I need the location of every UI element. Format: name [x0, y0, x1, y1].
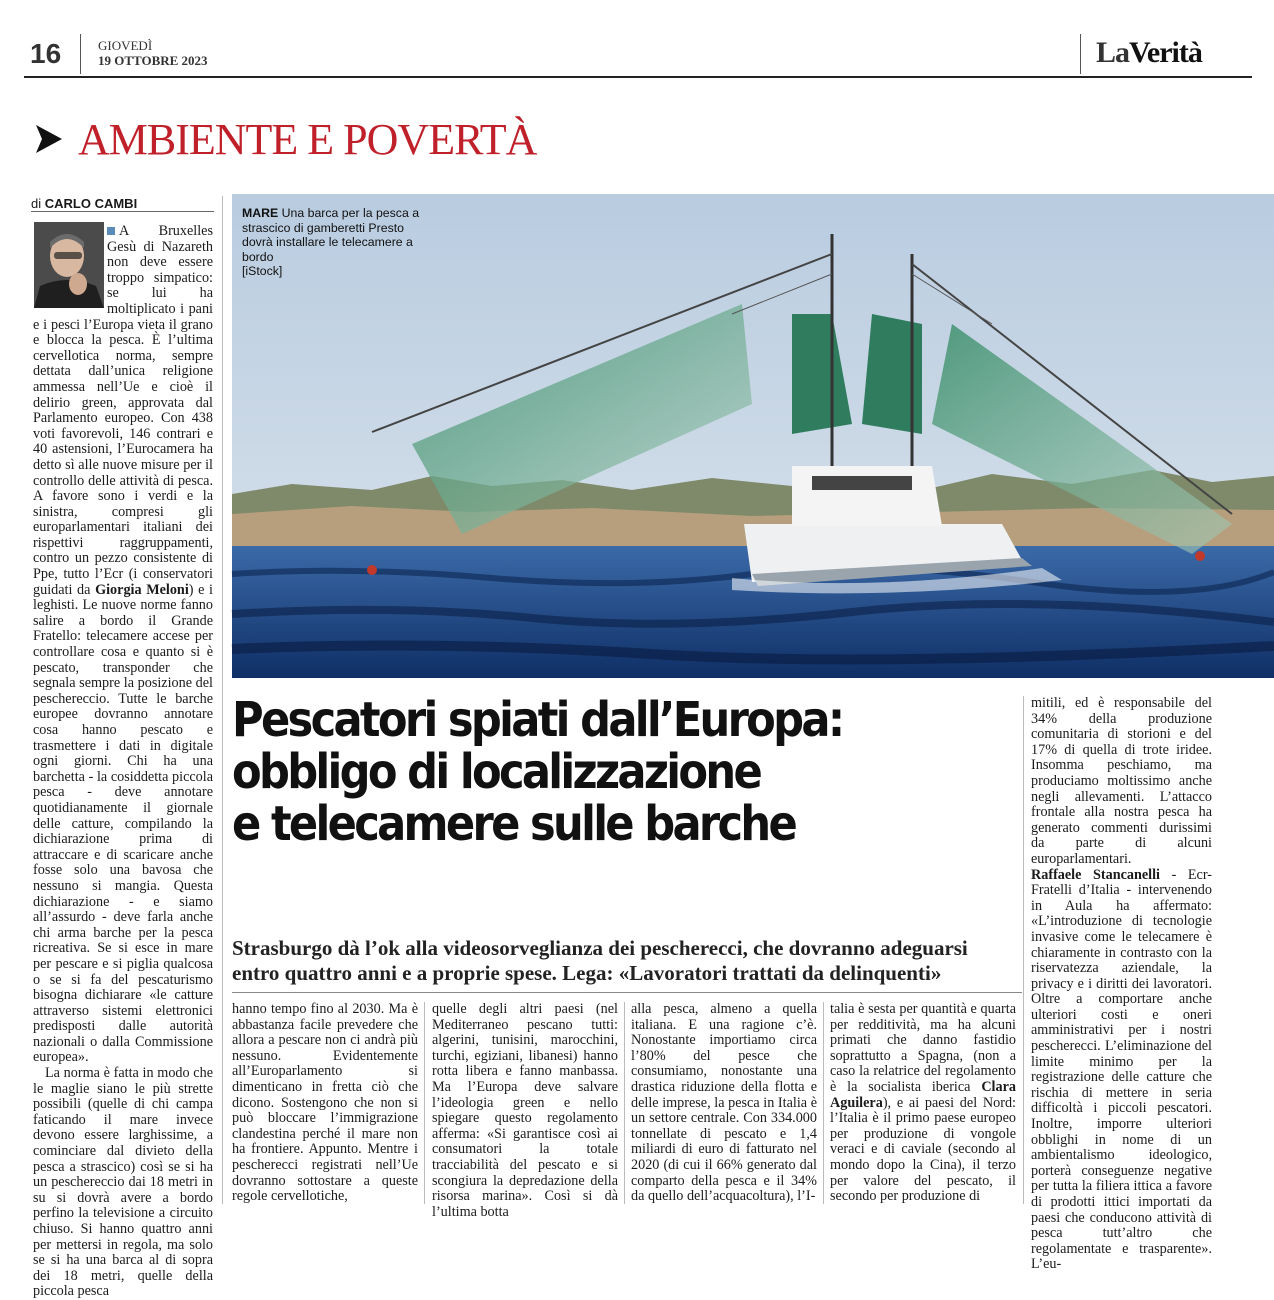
- column-gutter: [424, 1002, 425, 1204]
- headline: [232, 694, 952, 850]
- issue-date: [98, 38, 208, 68]
- logo-name: Verità: [1129, 36, 1202, 69]
- brand-divider: [1080, 34, 1081, 74]
- paragraph: mitili, ed è responsabile del 34% della produzione comunitaria di storioni e del 17% di quella di trote iridee. Insomma peschiamo, ma produciamo moltissimo anche negli allevamenti. L’attacco frontale alla nostra pesca ha generato commenti durissimi da parte di alcuni europarlamentari.: [1031, 695, 1212, 867]
- headline-line-1: Pescatori spiati dall’Europa:: [232, 692, 843, 748]
- column-gutter: [823, 1002, 824, 1204]
- photo-caption: [242, 206, 420, 279]
- logo-prefix: La: [1096, 36, 1130, 69]
- paragraph: [830, 1002, 1016, 1205]
- paragraph: alla pesca, almeno a quella italiana. E una ragione c’è. Nonostante importiamo circa l’80% del pesce che consumiamo, nonostante una drastica riduzione della flotta e delle imprese, la pesca in Italia è un settore centrale. Con 334.000 tonnellate di pescato e 1,4 miliardi di euro di fatturato nel 2020 (di cui il 66% generato dal comparto della pesca e il 34% da quello dell’acquacoltura), l’I-: [631, 1001, 817, 1205]
- paragraph: [1031, 868, 1212, 1273]
- lead-text-a: A Bruxelles Gesù di Nazareth non deve essere troppo simpatico: se lui ha moltiplicato i pani e i pesci l’Europa vieta il grano e blocca la pesca. È l’ultima cervellotica norma, sempre dettata dall’unica religione ammessa nell’Ue e cioè il delirio green, approvata dal Parlamento europeo. Con 438 voti favorevoli, 146 contrari e 40 astensioni, l’Eurocamera ha detto sì alle nuove misure per il controllo delle attività di pesca. A favore sono i verdi e la sinistra, compresi gli europarlamentari italiani dei rispettivi raggruppamenti, contro un pezzo consistente di Ppe, tutto l’Ecr (i conservatori guidati da: [33, 223, 213, 598]
- paragraph: [33, 224, 213, 1066]
- newspaper-logo: [1096, 36, 1202, 70]
- section-title: AMBIENTE E POVERTÀ: [78, 114, 537, 164]
- byline-prefix: di: [31, 196, 42, 211]
- issue-day: GIOVEDÌ: [98, 38, 153, 53]
- page-number: 16: [30, 38, 62, 69]
- byline-rule: [31, 211, 214, 212]
- header-rule: [24, 76, 1252, 78]
- issue-full-date: 19 OTTOBRE 2023: [98, 53, 208, 68]
- headline-line-2: obbligo di localizzazione: [232, 744, 761, 800]
- photo-credit: [iStock]: [242, 264, 283, 278]
- article-column-1: [33, 223, 213, 1300]
- article-column-4: [631, 1002, 817, 1204]
- article-column-5: [830, 1002, 1016, 1204]
- headline-line-3: e telecamere sulle barche: [232, 796, 796, 852]
- person-name: Giorgia Meloni: [95, 581, 189, 598]
- column-gutter: [222, 196, 223, 1204]
- paragraph: hanno tempo fino al 2030. Ma è abbastanza facile prevedere che allora a pescare non ci andrà più nessuno. Evidentemente all’Europarlamento si dimenticano in fretta ciò che dicono. Sostengono che non si può bloccare l’immigrazione clandestina perché il mare non ha frontiere. Appunto. Mentre i pescherecci registrati nell’Ue dovranno sottostare a queste regole cervellotiche,: [232, 1001, 418, 1205]
- text-span: talia è sesta per quantità e quarta per redditività, ma ha alcuni primati che danno fastidio soprattutto a Spagna, (non a caso la relatrice del regolamento è la socialista iberica: [830, 1001, 1016, 1095]
- caption-text: Una barca per la pesca a strascico di gamberetti Presto dovrà installare le telecamere a bordo: [242, 206, 420, 264]
- section-heading: [34, 114, 536, 164]
- person-name: Clara Aguilera: [830, 1078, 1016, 1111]
- section-arrow-icon: [34, 123, 64, 155]
- text-span: ), e ai paesi del Nord: l’Italia è il primo paese europeo per produzione di vongole veraci e di caviale (secondo al mondo dopo la Cina), il terzo per valore del pescato, il secondo per produzione di: [830, 1094, 1016, 1205]
- portrait-wrap-space: [33, 224, 107, 308]
- text-span: - Ecr-Fratelli d’Italia - intervenendo in Aula ha affermato: «L’introduzione di tecnologie invasive come le telecamere è chiaramente in contrasto con la riservatezza aziendale, la privacy e i diritti dei lavoratori. Oltre a comportare anche ulteriori costi e oneri amministrativi per i nostri pescherecci. L’eliminazione del limite minimo per la registrazione delle catture che rischia di mettere in seria difficoltà i piccoli pescatori. Inoltre, imporre ulteriori obblighi in nome di un ambientalismo ideologico, porterà conseguenze negative per tutta la filiera ittica a favore di prodotti ittici importati da paesi che conducono attività di pesca tutt’altro che regolamentate e trasparente». L’eu-: [1031, 866, 1213, 1273]
- person-name: Raffaele Stancanelli: [1031, 866, 1160, 883]
- article-column-2: [232, 1002, 418, 1204]
- subhead-rule: [232, 992, 1022, 993]
- article-column-6: [1031, 695, 1213, 1273]
- caption-label: MARE: [242, 206, 279, 220]
- lead-text-b: ) e i leghisti. Le nuove norme fanno salire a bordo il Grande Fratello: telecamere accese per controllare cosa e quanto si è pescato, transponder che segnala sempre la posizione del peschereccio. Tutte le barche europee dovranno annotare cosa hanno pescato e trasmettere i dati in digitale ogni giorni. Chi ha una barchetta - la cosiddetta piccola pesca - deve annotare quotidianamente il giornale delle catture, compilando la dichiarazione prima di attraccare e di scaricare anche fosse solo una bavosa che nessuno si mangia. Questa dichiarazione - e siamo all’assurdo - deve farla anche chi arma barche per la pesca ricreativa. Se si esce in mare per pescare e si piglia qualcosa o se si fa del pescaturismo bisogna dichiarare «le catture attraverso sistemi elettronici predisposti dalle autorità nazionali o dalla Commissione europea».: [33, 581, 213, 1066]
- header-divider: [80, 34, 81, 74]
- column-gutter: [1023, 696, 1024, 1204]
- column-gutter: [624, 1002, 625, 1204]
- paragraph: La norma è fatta in modo che le maglie siano le più strette possibili (quelle di chi campa faticando il mare invece devono essere larghissime, a cominciare dal divieto della pesca a strascico) così se si ha un peschereccio dai 18 metri in su si dovrà avere a bordo perfino la televisione a circuito chiuso. Si hanno quattro anni per mettersi in regola, ma solo se si ha una barca al di sopra dei 18 metri, quelle della piccola pesca: [33, 1065, 213, 1300]
- subheadline: Strasburgo dà l’ok alla videosorveglianza dei pescherecci, che dovranno adeguarsi entro quattro anni e a proprie spese. Lega: «Lavoratori trattati da delinquenti»: [232, 936, 968, 985]
- article-column-3: [432, 1001, 618, 1220]
- paragraph-marker-icon: [107, 227, 115, 235]
- byline: [31, 196, 137, 211]
- byline-author: CARLO CAMBI: [44, 196, 138, 211]
- paragraph: quelle degli altri paesi (nel Mediterraneo pescano tutti: algerini, tunisini, marocchini, turchi, egiziani, libanesi) hanno rotta libera e fanno manbassa. Ma l’Europa deve salvare l’ideologia green e nello spiegare questo regolamento afferma: «Si garantisce così ai consumatori la totale tracciabilità del pescato e si scongiura la depredazione della risorsa marina». Così si dà l’ultima botta: [432, 1001, 618, 1220]
